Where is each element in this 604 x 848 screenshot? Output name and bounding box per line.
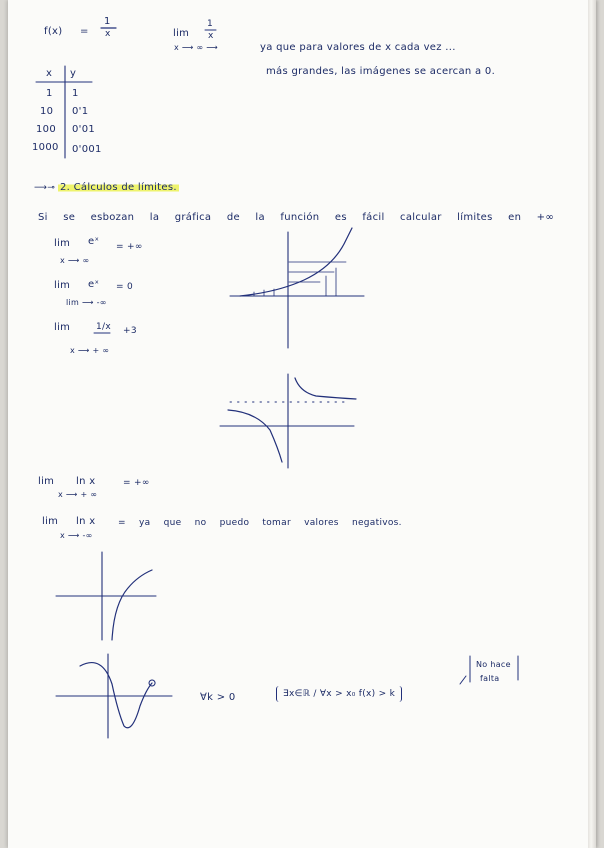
limit-1-expr: eˣ — [88, 236, 100, 247]
reciprocal-curve-left — [228, 410, 282, 462]
hand-drawn-sketches — [8, 0, 596, 848]
limit-5-expr: ln x — [76, 516, 96, 527]
limit-3-expr: 1/x — [96, 322, 111, 332]
table-cell: 1 — [72, 88, 79, 99]
equals-sign: = — [80, 26, 89, 37]
definition-forall: ∀k > 0 — [200, 692, 236, 703]
limit-1-sub: x ⟶ ∞ — [60, 256, 90, 265]
fx-label: f(x) — [44, 26, 63, 37]
lim-label: lim — [173, 28, 190, 39]
limit-3-lim: lim — [54, 322, 71, 333]
limit-5-result: = ya que no puedo tomar valores negativos. — [118, 518, 402, 528]
table-cell: 0'1 — [72, 106, 89, 117]
fraction-denominator: x — [105, 29, 111, 39]
table-cell: 1000 — [32, 142, 59, 153]
limit-4-sub: x ⟶ + ∞ — [58, 490, 98, 499]
limit-2-expr: eˣ — [88, 279, 100, 290]
limit-3-result: +3 — [123, 326, 137, 336]
limit-2-result: = 0 — [116, 282, 134, 292]
table-cell: 0'01 — [72, 124, 96, 135]
notebook-page — [8, 0, 596, 848]
table-cell: 1 — [46, 88, 53, 99]
side-note-line-1: No hace — [476, 660, 511, 669]
section-title: 2. Cálculos de límites. — [60, 182, 177, 193]
ln-curve — [112, 570, 152, 640]
note-line-1: ya que para valores de x cada vez ... — [260, 42, 456, 53]
lim-numerator: 1 — [207, 19, 214, 29]
lim-subscript: x ⟶ ∞ ⟶ — [174, 43, 219, 52]
limit-1-lim: lim — [54, 238, 71, 249]
fraction-numerator: 1 — [104, 16, 111, 27]
table-cell: 10 — [40, 106, 54, 117]
limit-4-lim: lim — [38, 476, 55, 487]
limit-2-lim: lim — [54, 280, 71, 291]
lim-denominator: x — [208, 31, 214, 41]
limit-4-result: = +∞ — [123, 478, 150, 488]
side-note-arrow — [460, 676, 466, 684]
note-line-2: más grandes, las imágenes se acercan a 0. — [266, 66, 496, 77]
table-cell: 100 — [36, 124, 56, 135]
table-header-y: y — [70, 68, 77, 79]
intro-sentence: Si se esbozan la gráfica de la función es fácil calcular límites en +∞ — [38, 212, 554, 223]
reciprocal-curve-right — [295, 378, 356, 399]
section-arrow-icon: ⟶⊸ — [34, 183, 56, 193]
side-note-line-2: falta — [480, 674, 500, 683]
wave-curve — [80, 663, 152, 728]
limit-1-result: = +∞ — [116, 242, 143, 252]
table-header-x: x — [46, 68, 53, 79]
limit-3-sub: x ⟶ + ∞ — [70, 346, 110, 355]
limit-4-expr: ln x — [76, 476, 96, 487]
table-cell: 0'001 — [72, 144, 102, 155]
definition-set: ∃x∈ℝ / ∀x > x₀ f(x) > k — [276, 686, 402, 702]
limit-2-sub: lim ⟶ -∞ — [66, 298, 107, 307]
limit-5-sub: x ⟶ -∞ — [60, 531, 93, 540]
limit-5-lim: lim — [42, 516, 59, 527]
page-edge — [588, 0, 596, 848]
